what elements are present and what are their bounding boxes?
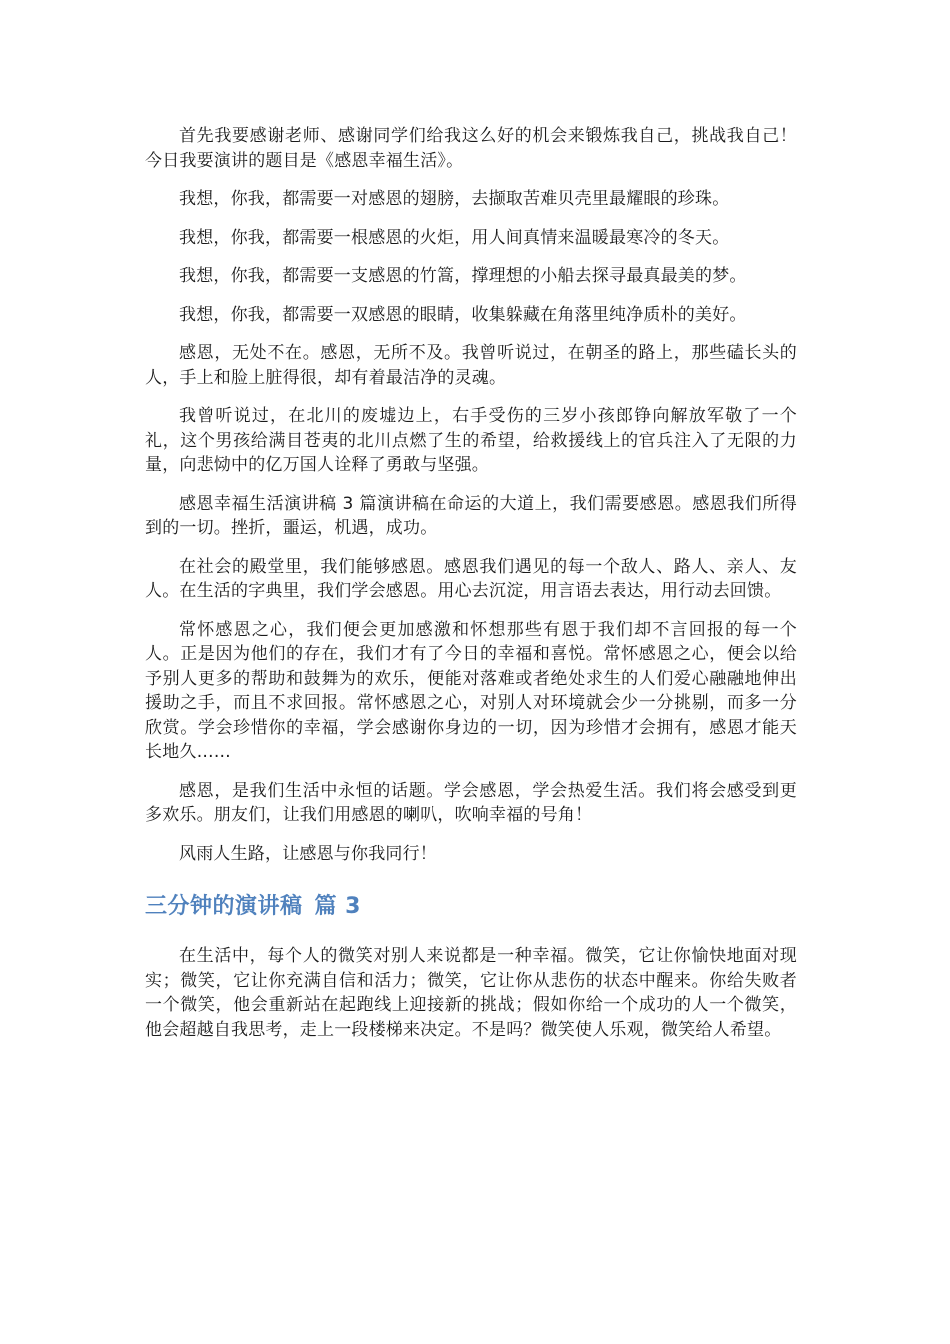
paragraph: 感恩，是我们生活中永恒的话题。学会感恩，学会热爱生活。我们将会感受到更多欢乐。朋友们，让我们用感恩的喇叭，吹响幸福的号角！: [145, 780, 797, 825]
paragraph: 在社会的殿堂里，我们能够感恩。感恩我们遇见的每一个敌人、路人、亲人、友人。在生活的字典里，我们学会感恩。用心去沉淀，用言语去表达，用行动去回馈。: [145, 556, 797, 601]
document-page: [145, 124, 797, 1056]
paragraph: 常怀感恩之心，我们便会更加感激和怀想那些有恩于我们却不言回报的每一个人。正是因为他们的存在，我们才有了今日的幸福和喜悦。常怀感恩之心，便会以给予别人更多的帮助和鼓舞为的欢乐，便能对落难或者绝处求生的人们爱心融融地伸出援助之手，而且不求回报。常怀感恩之心，对别人对环境就会少一分挑剔，而多一分欣赏。学会珍惜你的幸福，学会感谢你身边的一切，因为珍惜才会拥有，感恩才能天长地久……: [145, 619, 797, 762]
paragraph: 在生活中，每个人的微笑对别人来说都是一种幸福。微笑，它让你愉快地面对现实；微笑，它让你充满自信和活力；微笑，它让你从悲伤的状态中醒来。你给失败者一个微笑，他会重新站在起跑线上迎接新的挑战；假如你给一个成功的人一个微笑，他会超越自我思考，走上一段楼梯来决定。不是吗？微笑使人乐观，微笑给人希望。: [145, 946, 797, 1040]
section-heading-title: 三分钟的演讲稿: [145, 894, 303, 919]
paragraph: 我想，你我，都需要一对感恩的翅膀，去撷取苦难贝壳里最耀眼的珍珠。: [179, 189, 730, 209]
paragraph: 我想，你我，都需要一根感恩的火炬，用人间真情来温暖最寒冷的冬天。: [179, 227, 730, 248]
paragraph: 我想，你我，都需要一支感恩的竹篙，撑理想的小船去探寻最真最美的梦。: [179, 266, 747, 286]
paragraph: 我曾听说过，在北川的废墟边上，右手受伤的三岁小孩郎铮向解放军敬了一个礼，这个男孩给满目苍夷的北川点燃了生的希望，给救援线上的官兵注入了无限的力量，向悲恸中的亿万国人诠释了勇敢与坚强。: [145, 406, 797, 475]
paragraph: 风雨人生路，让感恩与你我同行！: [179, 843, 437, 864]
paragraph: 感恩幸福生活演讲稿 3 篇演讲稿在命运的大道上，我们需要感恩。感恩我们所得到的一切。挫折，噩运，机遇，成功。: [145, 493, 797, 538]
section-heading-number: 篇 3: [314, 894, 361, 919]
paragraph: 感恩，无处不在。感恩，无所不及。我曾听说过，在朝圣的路上，那些磕长头的人，手上和脸上脏得很，却有着最洁净的灵魂。: [145, 343, 797, 388]
paragraph: 我想，你我，都需要一双感恩的眼睛，收集躲藏在角落里纯净质朴的美好。: [179, 304, 747, 325]
section-heading: [145, 892, 797, 922]
paragraph: 首先我要感谢老师、感谢同学们给我这么好的机会来锻炼我自己，挑战我自己！今日我要演讲的题目是《感恩幸福生活》。: [145, 126, 797, 171]
